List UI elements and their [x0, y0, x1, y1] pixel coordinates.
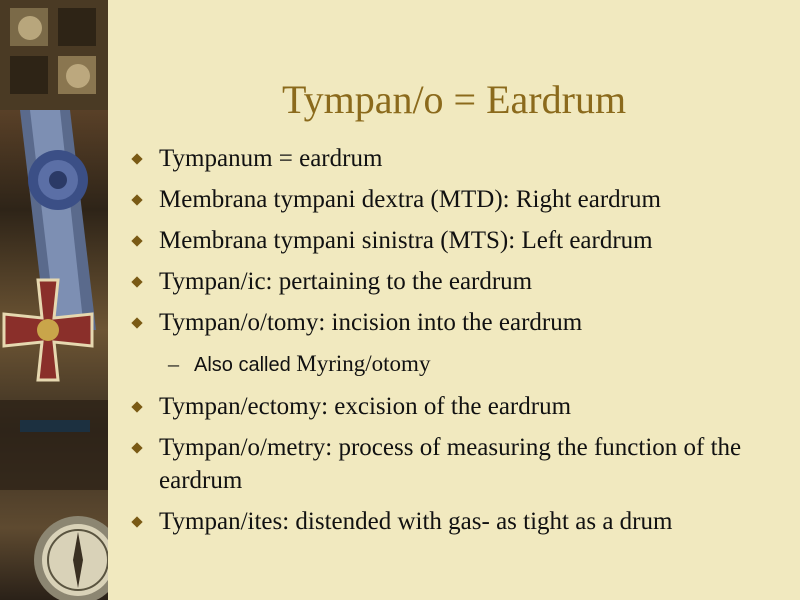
diamond-bullet-icon [131, 442, 142, 453]
list-item-text: Tympan/ic: pertaining to the eardrum [159, 268, 533, 295]
bullet-list [130, 142, 790, 546]
list-item-text: Tympan/o/tomy: incision into the eardrum [159, 309, 583, 336]
diamond-bullet-icon [131, 235, 142, 246]
dash-bullet-icon: – [168, 351, 179, 376]
diamond-bullet-icon [131, 276, 142, 287]
list-item [130, 224, 790, 257]
diamond-bullet-icon [131, 153, 142, 164]
list-item [130, 431, 790, 497]
diamond-bullet-icon [131, 194, 142, 205]
list-item-text: Tympan/ectomy: excision of the eardrum [159, 393, 572, 420]
list-item [130, 142, 790, 175]
sub-item-term: Myring/otomy [296, 351, 431, 376]
list-item-text: Membrana tympani dextra (MTD): Right eardrum [159, 186, 661, 213]
list-item-text: Membrana tympani sinistra (MTS): Left eardrum [159, 227, 653, 254]
diamond-bullet-icon [131, 401, 142, 412]
diamond-bullet-icon [131, 317, 142, 328]
list-item-text: Tympan/ites: distended with gas- as tight as a drum [159, 508, 673, 535]
list-item [130, 505, 790, 538]
diamond-bullet-icon [131, 516, 142, 527]
list-item-text: Tympanum = eardrum [159, 145, 383, 172]
sub-list-item [130, 347, 790, 382]
medal-ribbon-image [0, 0, 108, 600]
list-item [130, 306, 790, 339]
slide-title: Tympan/o = Eardrum [281, 77, 627, 122]
list-item [130, 390, 790, 423]
sub-item-prefix: Also called [194, 354, 297, 376]
list-item [130, 183, 790, 216]
list-item-text: Tympan/o/metry: process of measuring the function of the eardrum [159, 434, 742, 494]
list-item [130, 265, 790, 298]
decorative-side-image [0, 0, 108, 600]
